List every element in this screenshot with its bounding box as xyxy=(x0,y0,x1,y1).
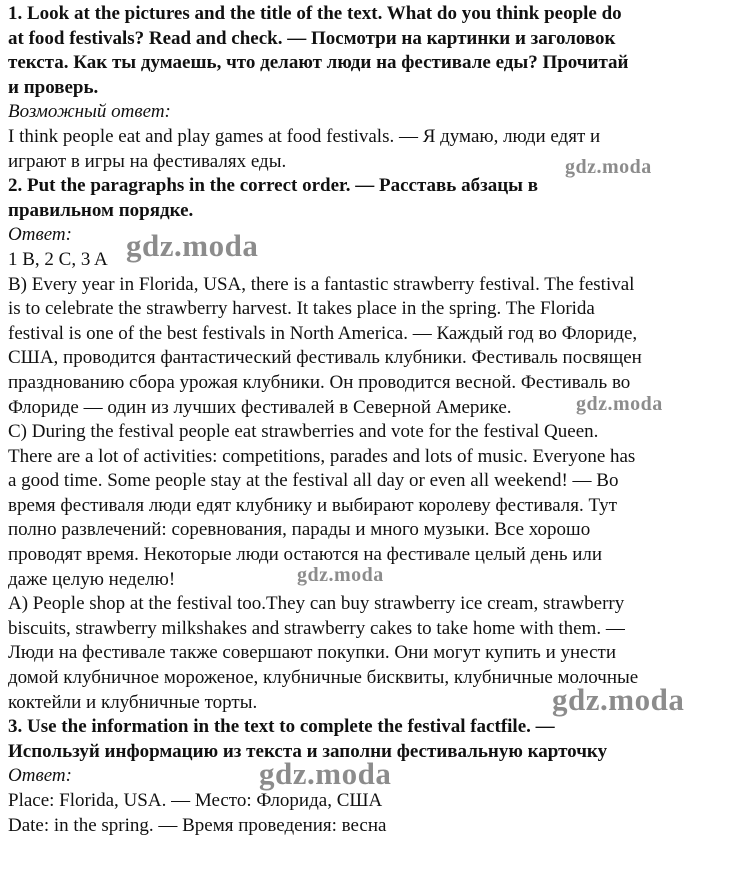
text-line: B) Every year in Florida, USA, there is a fantastic strawberry festival. The festival xyxy=(8,273,635,295)
text-line: I think people eat and play games at food festivals. — Я думаю, люди едят и xyxy=(8,125,601,147)
watermark: gdz.moda xyxy=(552,682,685,717)
text-line: Флориде — один из лучших фестивалей в Северной Америке. xyxy=(8,396,512,418)
text-line: A) People shop at the festival too.They can buy strawberry ice cream, strawberry xyxy=(8,593,625,615)
text-line: празднованию сбора урожая клубники. Он проводится весной. Фестиваль во xyxy=(8,371,631,393)
text-line: полно развлечений: соревнования, парады и много музыки. Все хорошо xyxy=(8,519,591,541)
text-line: играют в игры на фестивалях еды. xyxy=(8,150,287,172)
text-line: is to celebrate the strawberry harvest. It takes place in the spring. The Florida xyxy=(8,298,595,320)
text-line: biscuits, strawberry milkshakes and strawberry cakes to take home with them. — xyxy=(8,617,625,639)
text-line: даже целую неделю! xyxy=(8,568,176,590)
watermark: gdz.moda xyxy=(576,393,663,415)
text-line: время фестиваля люди едят клубнику и выбирают королеву фестиваля. Тут xyxy=(8,494,617,516)
task-heading-line: 1. Look at the pictures and the title of the text. What do you think people do xyxy=(8,3,622,24)
watermark: gdz.moda xyxy=(126,228,259,263)
text-line: Date: in the spring. — Время проведения: весна xyxy=(8,814,387,836)
task-heading-line: Используй информацию из текста и заполни фестивальную карточку xyxy=(8,740,608,762)
text-line: коктейли и клубничные торты. xyxy=(8,691,258,713)
watermark: gdz.moda xyxy=(297,564,384,586)
watermark: gdz.moda xyxy=(565,156,652,178)
task-heading-line: at food festivals? Read and check. — Посмотри на картинки и заголовок xyxy=(8,27,616,49)
text-line: a good time. Some people stay at the festival all day or even all weekend! — Во xyxy=(8,470,619,492)
answer-label-line: Возможный ответ: xyxy=(8,101,171,123)
answer-label-line: Ответ: xyxy=(8,765,72,787)
task-heading-line: 2. Put the paragraphs in the correct order. — Расставь абзацы в xyxy=(8,175,539,197)
answer-label-line: Ответ: xyxy=(8,224,72,246)
text-line: Люди на фестивале также совершают покупки. Они могут купить и унести xyxy=(8,642,616,664)
task-heading-line: 3. Use the information in the text to complete the festival factfile. — xyxy=(8,716,555,738)
text-line: Place: Florida, USA. — Место: Флорида, США xyxy=(8,790,383,811)
text-line: проводят время. Некоторые люди остаются на фестивале целый день или xyxy=(8,544,603,566)
text-line: США, проводится фантастический фестиваль клубники. Фестиваль посвящен xyxy=(8,347,642,369)
text-line: домой клубничное мороженое, клубничные бисквиты, клубничные молочные xyxy=(8,667,639,689)
text-line: 1 B, 2 C, 3 A xyxy=(8,248,108,270)
text-line: There are a lot of activities: competitions, parades and lots of music. Everyone has xyxy=(8,445,636,467)
text-line: festival is one of the best festivals in North America. — Каждый год во Флориде, xyxy=(8,322,638,344)
task-heading-line: и проверь. xyxy=(8,76,99,98)
watermark: gdz.moda xyxy=(259,756,392,791)
task-heading-line: правильном порядке. xyxy=(8,199,194,221)
text-line: C) During the festival people eat strawberries and vote for the festival Queen. xyxy=(8,421,599,443)
task-heading-line: текста. Как ты думаешь, что делают люди на фестивале еды? Прочитай xyxy=(8,52,629,74)
